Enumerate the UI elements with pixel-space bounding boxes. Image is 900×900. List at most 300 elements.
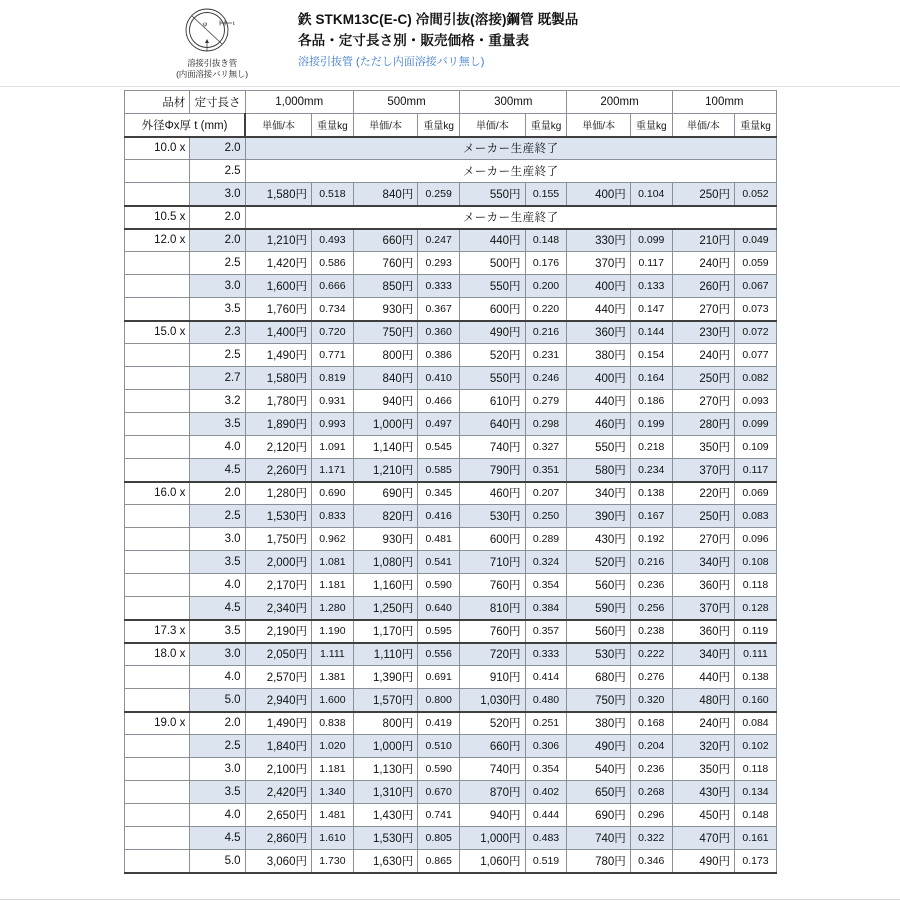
cell-unit-price: 400円 [567, 275, 630, 298]
cell-unit-price: 2,000円 [245, 551, 311, 574]
cell-weight: 0.072 [735, 321, 777, 344]
cell-weight: 0.099 [735, 413, 777, 436]
cell-outer-diameter: 10.0 x [125, 137, 190, 160]
table-row [125, 436, 777, 459]
cell-outer-diameter: 12.0 x [125, 229, 190, 252]
cell-outer-diameter [125, 505, 190, 528]
page-subtitle-main: 各品・定寸長さ別・販売価格・重量表 [298, 32, 530, 48]
header-weight-300: 重量kg [525, 114, 567, 137]
table-row [125, 758, 777, 781]
cell-unit-price: 440円 [567, 298, 630, 321]
cell-unit-price: 870円 [460, 781, 525, 804]
cell-unit-price: 370円 [672, 459, 734, 482]
cell-unit-price: 1,110円 [353, 643, 417, 666]
table-row [125, 850, 777, 873]
cell-unit-price: 250円 [672, 367, 734, 390]
cell-weight: 1.181 [311, 758, 353, 781]
cell-unit-price: 560円 [567, 574, 630, 597]
cell-outer-diameter [125, 735, 190, 758]
table-row [125, 712, 777, 735]
cell-unit-price: 490円 [460, 321, 525, 344]
table-row [125, 275, 777, 298]
cell-weight: 0.204 [630, 735, 672, 758]
cell-unit-price: 840円 [353, 367, 417, 390]
cell-unit-price: 1,430円 [353, 804, 417, 827]
cell-unit-price: 850円 [353, 275, 417, 298]
cell-unit-price: 840円 [353, 183, 417, 206]
table-row [125, 413, 777, 436]
cell-unit-price: 740円 [460, 758, 525, 781]
cell-outer-diameter [125, 298, 190, 321]
cell-unit-price: 720円 [460, 643, 525, 666]
cell-unit-price: 2,340円 [245, 597, 311, 620]
cell-unit-price: 930円 [353, 528, 417, 551]
cell-weight: 0.246 [525, 367, 567, 390]
cell-outer-diameter: 15.0 x [125, 321, 190, 344]
cell-outer-diameter [125, 160, 190, 183]
cell-thickness: 4.0 [190, 436, 245, 459]
header-size-300: 300mm [460, 91, 567, 114]
header-weight-100: 重量kg [735, 114, 777, 137]
cell-weight: 0.052 [735, 183, 777, 206]
cell-weight: 0.247 [418, 229, 460, 252]
cell-unit-price: 1,760円 [245, 298, 311, 321]
cell-unit-price: 1,000円 [353, 413, 417, 436]
cell-outer-diameter [125, 827, 190, 850]
cell-unit-price: 2,650円 [245, 804, 311, 827]
cell-weight: 0.670 [418, 781, 460, 804]
cell-weight: 0.250 [525, 505, 567, 528]
cell-weight: 0.200 [525, 275, 567, 298]
cell-unit-price: 1,630円 [353, 850, 417, 873]
svg-text:φ: φ [203, 20, 208, 28]
cell-weight: 0.293 [418, 252, 460, 275]
cell-unit-price: 550円 [567, 436, 630, 459]
cell-unit-price: 1,420円 [245, 252, 311, 275]
cell-weight: 0.345 [418, 482, 460, 505]
cell-unit-price: 740円 [567, 827, 630, 850]
cell-weight: 0.067 [735, 275, 777, 298]
cell-unit-price: 520円 [460, 712, 525, 735]
cell-unit-price: 270円 [672, 390, 734, 413]
cell-weight: 0.333 [525, 643, 567, 666]
cell-unit-price: 750円 [567, 689, 630, 712]
header-length: 定寸長さ [190, 91, 245, 114]
cell-unit-price: 360円 [567, 321, 630, 344]
table-row [125, 827, 777, 850]
cell-unit-price: 1,130円 [353, 758, 417, 781]
cell-weight: 0.155 [525, 183, 567, 206]
cell-unit-price: 440円 [567, 390, 630, 413]
cell-unit-price: 330円 [567, 229, 630, 252]
cell-unit-price: 260円 [672, 275, 734, 298]
cell-unit-price: 430円 [672, 781, 734, 804]
price-table [124, 90, 777, 874]
page-title: 鉄 STKM13C(E-C) 冷間引抜(溶接)鋼管 既製品 [298, 12, 579, 27]
pipe-diagram-block [132, 6, 292, 79]
cell-weight: 0.414 [525, 666, 567, 689]
cell-unit-price: 1,280円 [245, 482, 311, 505]
cell-outer-diameter [125, 781, 190, 804]
cell-weight: 0.691 [418, 666, 460, 689]
cell-weight: 1.190 [311, 620, 353, 643]
cell-weight: 0.497 [418, 413, 460, 436]
cell-unit-price: 370円 [672, 597, 734, 620]
cell-discontinued-notice: メーカー生産終了 [245, 206, 776, 229]
cell-weight: 0.296 [630, 804, 672, 827]
cell-unit-price: 440円 [460, 229, 525, 252]
cell-weight: 0.104 [630, 183, 672, 206]
cell-weight: 0.161 [735, 827, 777, 850]
cell-weight: 0.199 [630, 413, 672, 436]
cell-thickness: 2.0 [190, 712, 245, 735]
table-row [125, 781, 777, 804]
cell-weight: 0.327 [525, 436, 567, 459]
svg-text:t: t [233, 20, 235, 27]
cell-unit-price: 1,490円 [245, 712, 311, 735]
cell-weight: 0.268 [630, 781, 672, 804]
cell-weight: 0.218 [630, 436, 672, 459]
cell-weight: 0.207 [525, 482, 567, 505]
cell-unit-price: 1,000円 [460, 827, 525, 850]
cell-unit-price: 3,060円 [245, 850, 311, 873]
cell-weight: 0.800 [418, 689, 460, 712]
cell-outer-diameter [125, 459, 190, 482]
cell-unit-price: 240円 [672, 252, 734, 275]
cell-weight: 0.148 [525, 229, 567, 252]
cell-thickness: 2.5 [190, 160, 245, 183]
cell-weight: 0.117 [630, 252, 672, 275]
cell-unit-price: 760円 [353, 252, 417, 275]
cell-unit-price: 660円 [460, 735, 525, 758]
cell-weight: 0.741 [418, 804, 460, 827]
cell-outer-diameter [125, 390, 190, 413]
header-size-100: 100mm [672, 91, 776, 114]
table-head [125, 91, 777, 137]
cell-unit-price: 490円 [567, 735, 630, 758]
cell-unit-price: 240円 [672, 344, 734, 367]
cell-thickness: 4.0 [190, 574, 245, 597]
cell-unit-price: 1,780円 [245, 390, 311, 413]
cell-weight: 0.666 [311, 275, 353, 298]
cell-outer-diameter [125, 574, 190, 597]
cell-weight: 0.351 [525, 459, 567, 482]
cell-unit-price: 440円 [672, 666, 734, 689]
cell-weight: 0.111 [735, 643, 777, 666]
cell-unit-price: 1,390円 [353, 666, 417, 689]
cell-weight: 0.510 [418, 735, 460, 758]
cell-weight: 0.279 [525, 390, 567, 413]
cell-outer-diameter [125, 597, 190, 620]
cell-unit-price: 430円 [567, 528, 630, 551]
header-spec-label: 外径Φx厚 t (mm) [125, 114, 246, 137]
cell-weight: 0.386 [418, 344, 460, 367]
table-row [125, 505, 777, 528]
table-body [125, 137, 777, 873]
cell-unit-price: 690円 [353, 482, 417, 505]
cell-unit-price: 1,580円 [245, 367, 311, 390]
cell-thickness: 2.0 [190, 482, 245, 505]
cell-unit-price: 2,570円 [245, 666, 311, 689]
cell-outer-diameter [125, 758, 190, 781]
table-row [125, 643, 777, 666]
cell-outer-diameter [125, 666, 190, 689]
cell-thickness: 2.7 [190, 367, 245, 390]
cell-unit-price: 610円 [460, 390, 525, 413]
cell-unit-price: 600円 [460, 528, 525, 551]
cell-unit-price: 1,030円 [460, 689, 525, 712]
cell-unit-price: 2,420円 [245, 781, 311, 804]
cell-unit-price: 400円 [567, 183, 630, 206]
cell-outer-diameter: 16.0 x [125, 482, 190, 505]
cell-weight: 0.586 [311, 252, 353, 275]
cell-weight: 0.819 [311, 367, 353, 390]
header-weight-200: 重量kg [630, 114, 672, 137]
cell-unit-price: 810円 [460, 597, 525, 620]
cell-thickness: 2.5 [190, 505, 245, 528]
cell-weight: 0.416 [418, 505, 460, 528]
header-divider [0, 86, 900, 87]
cell-unit-price: 230円 [672, 321, 734, 344]
cell-weight: 0.556 [418, 643, 460, 666]
cell-outer-diameter [125, 183, 190, 206]
cell-unit-price: 370円 [567, 252, 630, 275]
table-row [125, 597, 777, 620]
cell-unit-price: 360円 [672, 620, 734, 643]
cell-weight: 0.073 [735, 298, 777, 321]
cell-unit-price: 460円 [460, 482, 525, 505]
cell-weight: 0.962 [311, 528, 353, 551]
cell-unit-price: 2,860円 [245, 827, 311, 850]
cell-unit-price: 2,940円 [245, 689, 311, 712]
cell-weight: 0.259 [418, 183, 460, 206]
cell-weight: 0.059 [735, 252, 777, 275]
table-row [125, 390, 777, 413]
cell-outer-diameter [125, 344, 190, 367]
cell-weight: 0.093 [735, 390, 777, 413]
cell-weight: 0.167 [630, 505, 672, 528]
cell-unit-price: 340円 [672, 551, 734, 574]
cell-weight: 0.585 [418, 459, 460, 482]
table-row [125, 344, 777, 367]
table-row [125, 666, 777, 689]
cell-thickness: 3.0 [190, 275, 245, 298]
cell-weight: 0.049 [735, 229, 777, 252]
cell-outer-diameter [125, 551, 190, 574]
cell-weight: 0.134 [735, 781, 777, 804]
cell-unit-price: 450円 [672, 804, 734, 827]
cell-thickness: 3.5 [190, 551, 245, 574]
cell-unit-price: 2,260円 [245, 459, 311, 482]
cell-unit-price: 1,580円 [245, 183, 311, 206]
cell-weight: 0.164 [630, 367, 672, 390]
cell-weight: 1.280 [311, 597, 353, 620]
cell-thickness: 2.5 [190, 252, 245, 275]
cell-weight: 0.838 [311, 712, 353, 735]
cell-outer-diameter [125, 850, 190, 873]
cell-weight: 0.444 [525, 804, 567, 827]
cell-weight: 0.541 [418, 551, 460, 574]
header-weight-500: 重量kg [418, 114, 460, 137]
cell-unit-price: 650円 [567, 781, 630, 804]
cell-weight: 0.354 [525, 574, 567, 597]
cell-weight: 0.096 [735, 528, 777, 551]
table-row [125, 137, 777, 160]
cell-weight: 0.173 [735, 850, 777, 873]
cell-weight: 0.493 [311, 229, 353, 252]
cell-outer-diameter [125, 252, 190, 275]
cell-unit-price: 910円 [460, 666, 525, 689]
cell-weight: 0.083 [735, 505, 777, 528]
cell-unit-price: 2,170円 [245, 574, 311, 597]
cell-weight: 0.117 [735, 459, 777, 482]
cell-weight: 0.466 [418, 390, 460, 413]
cell-weight: 0.320 [630, 689, 672, 712]
cell-thickness: 2.5 [190, 735, 245, 758]
cell-unit-price: 940円 [353, 390, 417, 413]
cell-weight: 1.081 [311, 551, 353, 574]
cell-thickness: 3.2 [190, 390, 245, 413]
cell-weight: 1.381 [311, 666, 353, 689]
cell-thickness: 3.0 [190, 643, 245, 666]
table-header-row-units [125, 114, 777, 137]
price-table-container [124, 90, 777, 874]
cell-weight: 0.108 [735, 551, 777, 574]
page-header [0, 0, 900, 86]
cell-weight: 0.410 [418, 367, 460, 390]
cell-weight: 0.480 [525, 689, 567, 712]
cell-weight: 1.181 [311, 574, 353, 597]
cell-thickness: 2.0 [190, 206, 245, 229]
cell-unit-price: 250円 [672, 183, 734, 206]
cell-thickness: 2.0 [190, 137, 245, 160]
cell-weight: 0.238 [630, 620, 672, 643]
cell-unit-price: 1,060円 [460, 850, 525, 873]
header-weight-1000: 重量kg [311, 114, 353, 137]
cell-unit-price: 2,050円 [245, 643, 311, 666]
cell-discontinued-notice: メーカー生産終了 [245, 137, 776, 160]
cell-unit-price: 1,140円 [353, 436, 417, 459]
cell-outer-diameter [125, 275, 190, 298]
cell-weight: 0.118 [735, 574, 777, 597]
cell-outer-diameter [125, 528, 190, 551]
table-row [125, 229, 777, 252]
table-row [125, 551, 777, 574]
cell-weight: 0.298 [525, 413, 567, 436]
pipe-cross-section-icon [175, 6, 249, 58]
header-price-500: 単価/本 [353, 114, 417, 137]
cell-unit-price: 780円 [567, 850, 630, 873]
cell-unit-price: 280円 [672, 413, 734, 436]
cell-unit-price: 270円 [672, 298, 734, 321]
cell-weight: 0.690 [311, 482, 353, 505]
cell-weight: 0.234 [630, 459, 672, 482]
cell-unit-price: 530円 [460, 505, 525, 528]
cell-weight: 0.216 [630, 551, 672, 574]
cell-thickness: 3.0 [190, 528, 245, 551]
cell-weight: 0.216 [525, 321, 567, 344]
cell-weight: 0.333 [418, 275, 460, 298]
cell-unit-price: 1,570円 [353, 689, 417, 712]
cell-weight: 0.154 [630, 344, 672, 367]
cell-outer-diameter: 18.0 x [125, 643, 190, 666]
cell-unit-price: 1,080円 [353, 551, 417, 574]
cell-unit-price: 550円 [460, 183, 525, 206]
cell-unit-price: 320円 [672, 735, 734, 758]
cell-weight: 0.384 [525, 597, 567, 620]
table-row [125, 735, 777, 758]
cell-unit-price: 1,400円 [245, 321, 311, 344]
cell-weight: 1.111 [311, 643, 353, 666]
cell-unit-price: 460円 [567, 413, 630, 436]
cell-thickness: 3.5 [190, 620, 245, 643]
table-row [125, 459, 777, 482]
cell-unit-price: 640円 [460, 413, 525, 436]
cell-weight: 0.346 [630, 850, 672, 873]
cell-weight: 0.367 [418, 298, 460, 321]
cell-thickness: 3.5 [190, 781, 245, 804]
cell-outer-diameter: 19.0 x [125, 712, 190, 735]
cell-unit-price: 690円 [567, 804, 630, 827]
cell-weight: 1.340 [311, 781, 353, 804]
header-price-300: 単価/本 [460, 114, 525, 137]
cell-weight: 0.077 [735, 344, 777, 367]
cell-unit-price: 360円 [672, 574, 734, 597]
cell-unit-price: 1,750円 [245, 528, 311, 551]
cell-unit-price: 210円 [672, 229, 734, 252]
cell-weight: 0.289 [525, 528, 567, 551]
cell-weight: 0.306 [525, 735, 567, 758]
table-row [125, 482, 777, 505]
cell-unit-price: 550円 [460, 275, 525, 298]
cell-weight: 0.519 [525, 850, 567, 873]
header-size-500: 500mm [353, 91, 459, 114]
cell-weight: 0.833 [311, 505, 353, 528]
cell-unit-price: 350円 [672, 436, 734, 459]
cell-weight: 1.171 [311, 459, 353, 482]
cell-thickness: 4.5 [190, 597, 245, 620]
cell-outer-diameter: 10.5 x [125, 206, 190, 229]
cell-weight: 0.099 [630, 229, 672, 252]
cell-unit-price: 270円 [672, 528, 734, 551]
cell-weight: 0.222 [630, 643, 672, 666]
cell-weight: 0.805 [418, 827, 460, 850]
cell-thickness: 3.0 [190, 183, 245, 206]
cell-weight: 0.771 [311, 344, 353, 367]
cell-weight: 1.610 [311, 827, 353, 850]
table-row [125, 689, 777, 712]
header-price-100: 単価/本 [672, 114, 734, 137]
cell-weight: 0.360 [418, 321, 460, 344]
cell-thickness: 2.3 [190, 321, 245, 344]
cell-unit-price: 1,530円 [353, 827, 417, 850]
cell-unit-price: 1,000円 [353, 735, 417, 758]
cell-outer-diameter [125, 367, 190, 390]
cell-unit-price: 1,310円 [353, 781, 417, 804]
table-row [125, 321, 777, 344]
cell-weight: 0.138 [630, 482, 672, 505]
cell-unit-price: 390円 [567, 505, 630, 528]
cell-thickness: 3.5 [190, 298, 245, 321]
cell-weight: 0.147 [630, 298, 672, 321]
cell-unit-price: 1,890円 [245, 413, 311, 436]
cell-unit-price: 2,190円 [245, 620, 311, 643]
cell-unit-price: 760円 [460, 620, 525, 643]
header-price-1000: 単価/本 [245, 114, 311, 137]
diagram-caption-line1: 溶接引抜き管 [187, 58, 237, 68]
cell-unit-price: 940円 [460, 804, 525, 827]
cell-unit-price: 1,250円 [353, 597, 417, 620]
